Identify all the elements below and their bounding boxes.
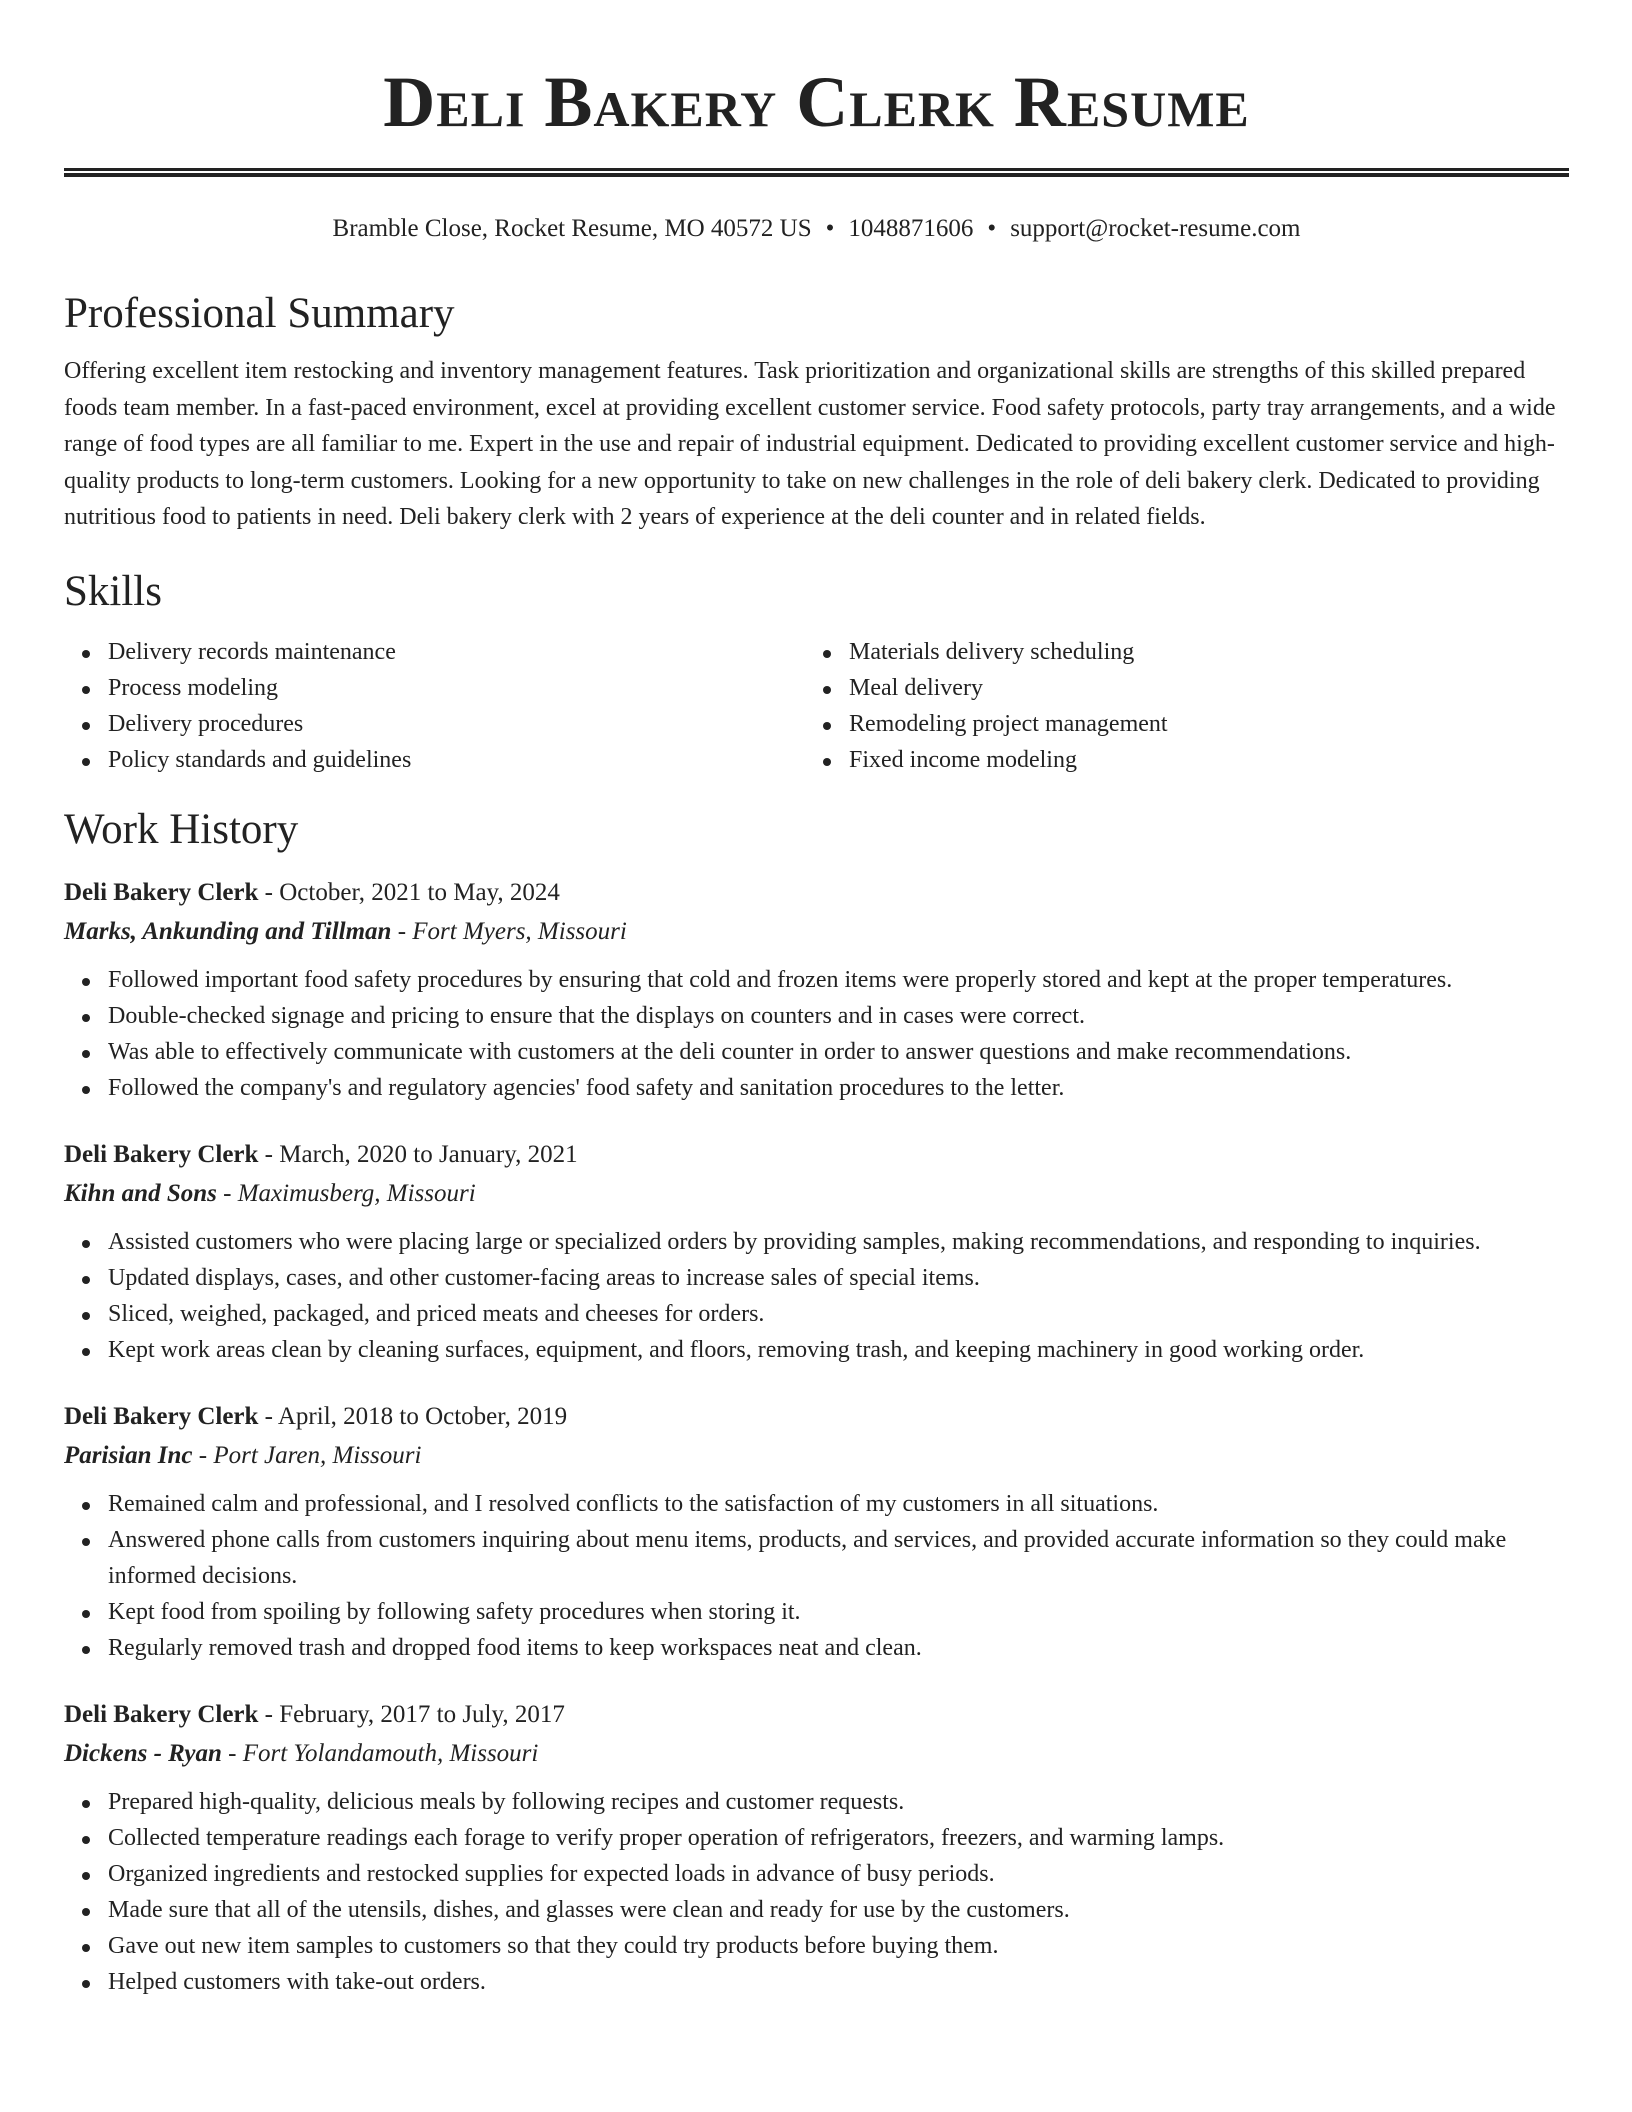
company-name: Parisian Inc xyxy=(64,1441,193,1469)
duty-item: Followed important food safety procedures by ensuring that cold and frozen items were properly stored and kept at the proper temperatures. xyxy=(64,962,1569,998)
skill-item: Remodeling project management xyxy=(805,706,1546,742)
job-dates: - March, 2020 to January, 2021 xyxy=(258,1140,578,1168)
company-location: - Fort Yolandamouth, Missouri xyxy=(221,1739,539,1767)
skill-item: Meal delivery xyxy=(805,670,1546,706)
skill-item: Delivery procedures xyxy=(64,706,805,742)
company-line xyxy=(64,1174,1569,1214)
duty-item: Sliced, weighed, packaged, and priced meats and cheeses for orders. xyxy=(64,1296,1569,1332)
page-title: Deli Bakery Clerk Resume xyxy=(383,62,1250,142)
company-location: - Maximusberg, Missouri xyxy=(216,1179,476,1207)
duty-item: Prepared high-quality, delicious meals by following recipes and customer requests. xyxy=(64,1784,1569,1820)
duty-item: Regularly removed trash and dropped food items to keep workspaces neat and clean. xyxy=(64,1630,1569,1666)
duty-item: Was able to effectively communicate with customers at the deli counter in order to answer questions and make recommendations. xyxy=(64,1034,1569,1070)
job-dates: - April, 2018 to October, 2019 xyxy=(258,1402,568,1430)
duty-item: Collected temperature readings each forage to verify proper operation of refrigerators, freezers, and warming lamps. xyxy=(64,1820,1569,1856)
summary-heading: Professional Summary xyxy=(64,290,455,337)
job-role: Deli Bakery Clerk xyxy=(64,1700,259,1728)
duties-list xyxy=(64,1486,1569,1666)
duty-item: Gave out new item samples to customers so that they could try products before buying them. xyxy=(64,1928,1569,1964)
duty-item: Assisted customers who were placing large or specialized orders by providing samples, making recommendations, and responding to inquiries. xyxy=(64,1224,1569,1260)
job-role: Deli Bakery Clerk xyxy=(64,1140,259,1168)
job-dates: - February, 2017 to July, 2017 xyxy=(258,1700,565,1728)
job-title-line xyxy=(64,874,1569,912)
job-entry xyxy=(64,1398,1569,1666)
job-role: Deli Bakery Clerk xyxy=(64,878,259,906)
company-line xyxy=(64,912,1569,952)
company-name: Dickens - Ryan xyxy=(64,1739,222,1767)
company-line xyxy=(64,1436,1569,1476)
contact-phone: 1048871606 xyxy=(848,215,974,242)
duty-item: Kept food from spoiling by following safety procedures when storing it. xyxy=(64,1594,1569,1630)
contact-line xyxy=(64,212,1569,246)
skills-list xyxy=(64,634,1569,778)
duty-item: Made sure that all of the utensils, dishes, and glasses were clean and ready for use by the customers. xyxy=(64,1892,1569,1928)
contact-separator: • xyxy=(825,215,835,242)
job-entry xyxy=(64,1696,1569,2000)
duty-item: Helped customers with take-out orders. xyxy=(64,1964,1569,2000)
contact-email: support@rocket-resume.com xyxy=(1010,215,1301,242)
job-title-line xyxy=(64,1136,1569,1174)
duty-item: Remained calm and professional, and I resolved conflicts to the satisfaction of my customers in all situations. xyxy=(64,1486,1569,1522)
title-divider xyxy=(64,168,1569,177)
skill-item: Process modeling xyxy=(64,670,805,706)
contact-address: Bramble Close, Rocket Resume, MO 40572 US xyxy=(332,215,812,242)
job-dates: - October, 2021 to May, 2024 xyxy=(258,878,560,906)
duty-item: Organized ingredients and restocked supplies for expected loads in advance of busy periods. xyxy=(64,1856,1569,1892)
work-history-heading: Work History xyxy=(64,805,299,853)
company-location: - Port Jaren, Missouri xyxy=(192,1441,422,1469)
job-role: Deli Bakery Clerk xyxy=(64,1402,259,1430)
duties-list xyxy=(64,1224,1569,1368)
company-name: Kihn and Sons xyxy=(64,1179,217,1207)
skills-heading: Skills xyxy=(64,567,162,615)
duty-item: Followed the company's and regulatory agencies' food safety and sanitation procedures to the letter. xyxy=(64,1070,1569,1106)
skill-item: Fixed income modeling xyxy=(805,742,1546,778)
job-title-line xyxy=(64,1398,1569,1436)
duties-list xyxy=(64,962,1569,1106)
summary-text: Offering excellent item restocking and inventory management features. Task prioritization and organizational skills are strengths of this skilled prepared foods team member. In a fast-paced environment, excel at providing excellent customer service. Food safety protocols, party tray arrangements, and a wide range of food types are all familiar to me. Expert in the use and repair of industrial equipment. Dedicated to providing excellent customer service and high-quality products to long-term customers. Looking for a new opportunity to take on new challenges in the role of deli bakery clerk. Dedicated to providing nutritious food to patients in need. Deli bakery clerk with 2 years of experience at the deli counter and in related fields. xyxy=(64,358,1556,530)
duties-list xyxy=(64,1784,1569,2000)
duty-item: Kept work areas clean by cleaning surfaces, equipment, and floors, removing trash, and keeping machinery in good working order. xyxy=(64,1332,1569,1368)
company-line xyxy=(64,1734,1569,1774)
company-name: Marks, Ankunding and Tillman xyxy=(64,917,392,945)
skills-column-left xyxy=(64,634,805,778)
duty-item: Answered phone calls from customers inquiring about menu items, products, and services, and provided accurate information so they could make informed decisions. xyxy=(64,1522,1569,1594)
company-location: - Fort Myers, Missouri xyxy=(391,917,627,945)
job-title-line xyxy=(64,1696,1569,1734)
skill-item: Delivery records maintenance xyxy=(64,634,805,670)
skill-item: Materials delivery scheduling xyxy=(805,634,1546,670)
skill-item: Policy standards and guidelines xyxy=(64,742,805,778)
duty-item: Double-checked signage and pricing to ensure that the displays on counters and in cases were correct. xyxy=(64,998,1569,1034)
job-entry xyxy=(64,874,1569,1106)
contact-separator: • xyxy=(987,215,997,242)
duty-item: Updated displays, cases, and other customer-facing areas to increase sales of special items. xyxy=(64,1260,1569,1296)
skills-column-right xyxy=(805,634,1546,778)
job-entry xyxy=(64,1136,1569,1368)
